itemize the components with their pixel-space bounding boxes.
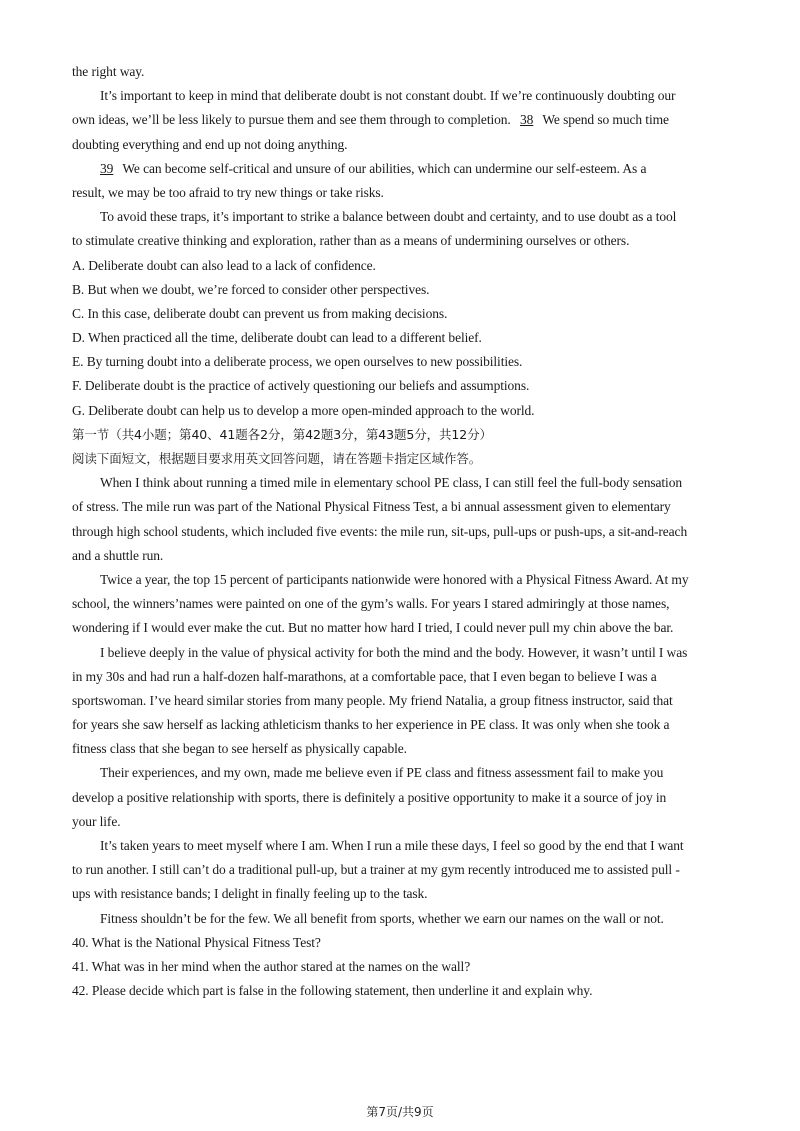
reading-article <box>72 471 732 931</box>
blank-39: 39 <box>100 160 114 176</box>
article-line: wondering if I would ever make the cut. But no matter how hard I tried, I could never pull my chin above the bar. <box>72 620 674 636</box>
question-41: 41. What was in her mind when the author stared at the names on the wall? <box>72 958 471 974</box>
article-line: to run another. I still can’t do a traditional pull-up, but a trainer at my gym recently introduced me to assisted pull - <box>72 862 680 878</box>
option-e: E. By turning doubt into a deliberate process, we open ourselves to new possibilities. <box>72 354 523 370</box>
article-line: When I think about running a timed mile in elementary school PE class, I can still feel the full-body sensation <box>100 475 683 491</box>
passage-line: To avoid these traps, it’s important to strike a balance between doubt and certainty, and to use doubt as a tool <box>100 209 677 225</box>
passage-text: We can become self-critical and unsure of our abilities, which can undermine our self-esteem. As a <box>122 160 647 176</box>
passage-line: the right way. <box>72 64 145 79</box>
article-line: sportswoman. I’ve heard similar stories from many people. My friend Natalia, a group fitness instructor, said that <box>72 692 673 708</box>
article-line: develop a positive relationship with sports, there is definitely a positive opportunity to make it a source of joy in <box>72 789 667 805</box>
question-42: 42. Please decide which part is false in the following statement, then underline it and explain why. <box>72 983 593 999</box>
article-line: through high school students, which included five events: the mile run, sit-ups, pull-ups or push-ups, a sit-and-reach <box>72 523 688 539</box>
section-instruction: 阅读下面短文，根据题目要求用英文回答问题，请在答题卡指定区域作答。 <box>72 451 482 466</box>
article-line: of stress. The mile run was part of the National Physical Fitness Test, a bi annual assessment given to elementary <box>72 499 671 515</box>
passage-line <box>72 157 732 181</box>
passage-line: to stimulate creative thinking and exploration, rather than as a means of undermining ourselves or others. <box>72 233 630 249</box>
passage-line: It’s important to keep in mind that deliberate doubt is not constant doubt. If we’re continuously doubting our <box>100 88 676 104</box>
passage-text: own ideas, we’ll be less likely to pursue them and see them through to completion. <box>72 112 511 128</box>
section-heading: 第一节（共4小题；第40、41题各2分，第42题3分，第43题5分，共12分） <box>72 426 492 442</box>
passage-line: doubting everything and end up not doing anything. <box>72 136 348 152</box>
option-c: C. In this case, deliberate doubt can prevent us from making decisions. <box>72 305 448 321</box>
article-line: in my 30s and had run a half-dozen half-marathons, at a comfortable pace, that I even began to believe I was a <box>72 668 657 684</box>
option-f: F. Deliberate doubt is the practice of actively questioning our beliefs and assumptions. <box>72 378 530 394</box>
article-line: fitness class that she began to see herself as physically capable. <box>72 741 407 757</box>
passage-line: result, we may be too afraid to try new things or take risks. <box>72 184 384 200</box>
option-b: B. But when we doubt, we’re forced to consider other perspectives. <box>72 281 430 297</box>
article-line: your life. <box>72 813 121 829</box>
article-line: and a shuttle run. <box>72 547 164 563</box>
article-line: Their experiences, and my own, made me believe even if PE class and fitness assessment fail to make you <box>100 765 664 781</box>
passage-text: We spend so much time <box>542 112 669 128</box>
blank-38: 38 <box>520 112 534 128</box>
article-line: Twice a year, the top 15 percent of participants nationwide were honored with a Physical Fitness Award. At my <box>100 571 689 587</box>
option-g: G. Deliberate doubt can help us to develop a more open-minded approach to the world. <box>72 402 535 418</box>
article-line: for years she saw herself as lacking athleticism thanks to her experience in PE class. It was only when she took a <box>72 717 670 733</box>
option-a: A. Deliberate doubt can also lead to a lack of confidence. <box>72 257 376 273</box>
question-40: 40. What is the National Physical Fitness Test? <box>72 934 321 950</box>
option-d: D. When practiced all the time, deliberate doubt can lead to a different belief. <box>72 330 482 346</box>
passage-line <box>72 108 732 132</box>
article-line: school, the winners’names were painted on one of the gym’s walls. For years I stared admiringly at those names, <box>72 596 670 612</box>
article-line: Fitness shouldn’t be for the few. We all benefit from sports, whether we earn our names on the wall or not. <box>100 910 664 926</box>
page-footer: 第7页/共9页 <box>366 1105 434 1119</box>
article-line: ups with resistance bands; I delight in finally feeling up to the task. <box>72 886 428 902</box>
page-content <box>72 60 732 1003</box>
article-line: I believe deeply in the value of physical activity for both the mind and the body. However, it wasn’t until I was <box>100 644 688 660</box>
article-line: It’s taken years to meet myself where I am. When I run a mile these days, I feel so good by the end that I want <box>100 838 684 853</box>
